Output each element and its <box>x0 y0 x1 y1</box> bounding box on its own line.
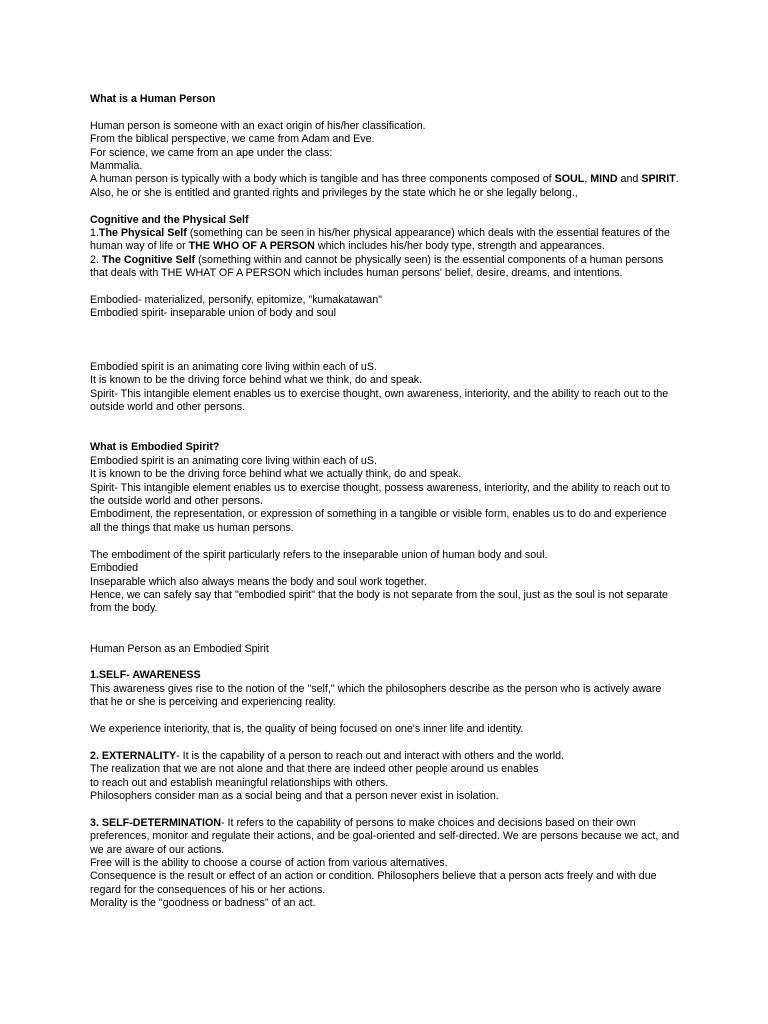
self-awareness-text: This awareness gives rise to the notion of the "self," which the philosophers describe as the person who is actively aware that he or she is perceiving and experiencing reality. <box>90 682 662 709</box>
self-determination-line: Free will is the ability to choose a course of action from various alternatives. <box>90 856 448 869</box>
union-line: Inseparable which also always means the body and soul work together. <box>90 575 427 588</box>
externality-paragraph: 2. EXTERNALITY- It is the capability of a person to reach out and interact with others and the world. <box>90 749 565 762</box>
externality-line: The realization that we are not alone and that there are indeed other people around us enables <box>90 763 539 776</box>
interiority-text: We experience interiority, that is, the quality of being focused on one's inner life and identity. <box>90 722 524 735</box>
self-determination-line: Consequence is the result or effect of an action or condition. Philosophers believe that a person acts freely and with due regard for the consequences of his or her actions. <box>90 870 657 896</box>
term-spirit: SPIRIT <box>641 173 676 186</box>
intro-line: From the biblical perspective, we came from Adam and Eve. <box>90 133 375 146</box>
cognitive-self-paragraph: 2. The Cognitive Self (something within and cannot be physically seen) is the essential components of a human persons that deals with THE WHAT OF A PERSON which includes human persons' belief, desire, dreams, and intentions. <box>90 253 664 280</box>
union-line: Embodied <box>90 562 139 575</box>
self-determination-paragraph: 3. SELF-DETERMINATION- It refers to the capability of persons to make choices and decisions based on their own preferences, monitor and regulate their actions, and be goal-oriented and self-directed. We are persons because we act, and we are aware of our actions. <box>90 816 680 856</box>
spirit-line: Spirit- This intangible element enables us to exercise thought, own awareness, interiority, and the ability to reach out to the outside world and other persons. <box>90 387 669 414</box>
union-line: Hence, we can safely say that "embodied spirit" that the body is not separate from the soul, just as the soul is not separate from the body. <box>90 588 668 615</box>
embodied-spirit-line: Embodied spirit is an animating core living within each of uS. <box>90 454 377 467</box>
intro-line: Human person is someone with an exact origin of his/her classification. <box>90 119 426 132</box>
section-title: Human Person as an Embodied Spirit <box>90 642 269 655</box>
self-awareness-heading: 1.SELF- AWARENESS <box>90 669 201 682</box>
embodied-spirit-line: It is known to be the driving force behind what we actually think, do and speak. <box>90 468 462 481</box>
cognitive-heading: Cognitive and the Physical Self <box>90 213 249 226</box>
embodied-spirit-line: Embodiment, the representation, or expression of something in a tangible or visible form, enables us to do and experience all the things that make us human persons. <box>90 508 667 534</box>
spirit-line: It is known to be the driving force behind what we think, do and speak. <box>90 374 423 387</box>
externality-line: to reach out and establish meaningful relationships with others. <box>90 776 389 789</box>
physical-self-paragraph: 1.The Physical Self (something can be seen in his/her physical appearance) which deals with the essential features of the human way of life or THE WHO OF A PERSON which includes his/her body type, strength and appearances. <box>90 227 670 253</box>
document-title: What is a Human Person <box>90 93 216 105</box>
document-body <box>90 93 680 911</box>
embodied-spirit-heading: What is Embodied Spirit? <box>90 441 220 454</box>
embodied-spirit-line: Spirit- This intangible element enables us to exercise thought, possess awareness, interiority, and the ability to reach out to the outside world and other persons. <box>90 481 671 508</box>
intro-line: Mammalia. <box>90 160 143 173</box>
self-determination-line: Morality is the "goodness or badness" of an act. <box>90 897 316 910</box>
embodied-definition: Embodied- materialized, personify, epitomize, "kumakatawan" <box>90 294 382 307</box>
components-paragraph: A human person is typically with a body which is tangible and has three components composed of SOUL, MIND and SPIRIT. Also, he or she is entitled and granted rights and privileges by the state which he or she legally belong., <box>90 173 679 199</box>
externality-line: Philosophers consider man as a social being and that a person never exist in isolation. <box>90 789 499 802</box>
union-line: The embodiment of the spirit particularly refers to the inseparable union of human body and soul. <box>90 548 548 561</box>
embodied-definition: Embodied spirit- inseparable union of body and soul <box>90 307 336 320</box>
term-soul: SOUL <box>554 173 585 186</box>
intro-line: For science, we came from an ape under the class: <box>90 146 333 159</box>
spirit-line: Embodied spirit is an animating core living within each of uS. <box>90 361 377 374</box>
term-mind: MIND <box>590 173 618 186</box>
